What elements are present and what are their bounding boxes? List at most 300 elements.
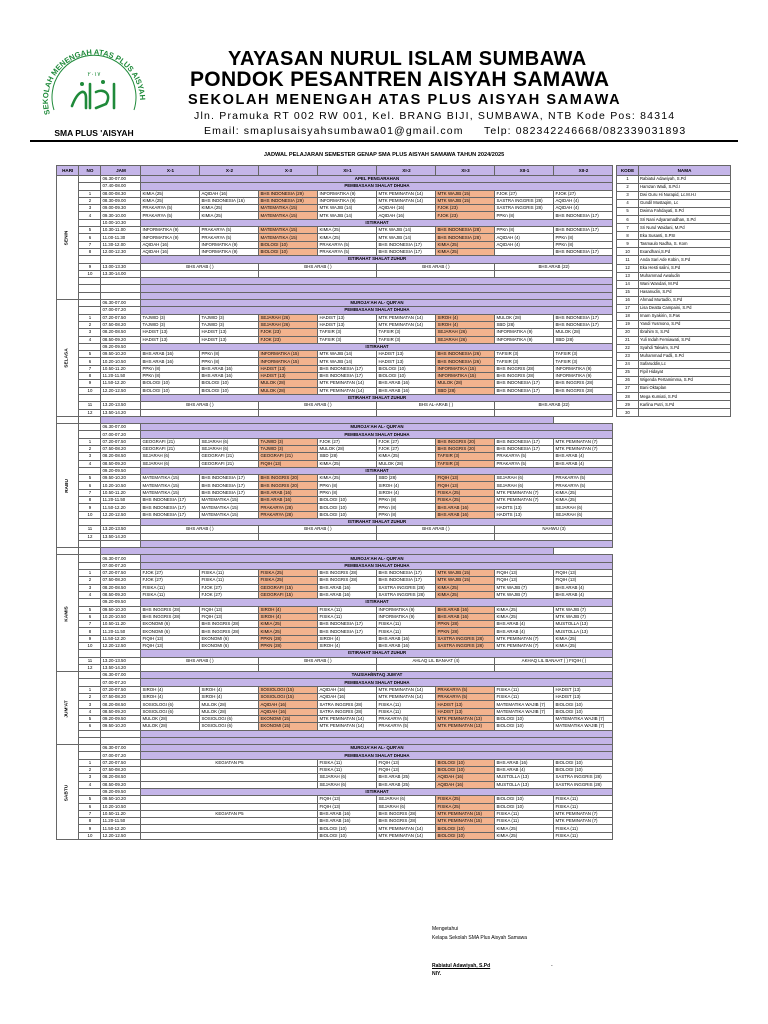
- lesson-cell: HADIST (13): [377, 351, 436, 358]
- table-row: [57, 650, 613, 657]
- lesson-cell: HADIST (13): [436, 708, 495, 715]
- lesson-cell: FJOK (23): [436, 205, 495, 212]
- lesson-cell: MTK PEMINATAN (14): [377, 190, 436, 197]
- lesson-cell: MTK PEMINATAN (13): [436, 715, 495, 722]
- merged-lesson-cell: BHS ARAB ( ): [259, 402, 377, 409]
- period-time: 08.50-09.20: [101, 460, 141, 467]
- teacher-name: Dwima Fahdayati, S.Pd: [639, 208, 731, 216]
- period-time: 10.30-11.00: [101, 227, 141, 234]
- lesson-cell: MATEMATIKA WAJIB (7): [495, 708, 554, 715]
- lesson-cell: BHS INGGRIS (20): [259, 475, 318, 482]
- lesson-cell: MATEMATIKA (15): [200, 511, 259, 518]
- merged-lesson-cell: BHS ARAB (22): [495, 402, 613, 409]
- period-time: 10.50-11.20: [101, 489, 141, 496]
- merged-lesson-cell: BHS ARAB (22): [495, 263, 613, 270]
- p5-activity-cell: [141, 832, 318, 839]
- lesson-cell: BHS INDONESIA (16): [200, 197, 259, 204]
- period-number: 6: [79, 358, 101, 365]
- table-row: [57, 518, 613, 525]
- lesson-cell: SBD (28): [554, 336, 613, 343]
- lesson-cell: MATEMATIKA WAJIB (7): [495, 701, 554, 708]
- period-time: 08.00-08.30: [101, 190, 141, 197]
- lesson-cell: FIQIH (13): [436, 482, 495, 489]
- teacher-row: [617, 401, 731, 409]
- lesson-cell: BHS INDONESIA (17): [377, 241, 436, 248]
- period-time: 06.30-07.00: [101, 745, 141, 752]
- teacher-row: [617, 344, 731, 352]
- teacher-code: 1: [617, 176, 639, 184]
- table-row: [57, 723, 613, 730]
- schedule-title: JADWAL PELAJARAN SEMESTER GENAP SMA PLUS AISYAH SAMAWA TAHUN 2024/2025: [263, 152, 505, 158]
- teacher-name: Yandi Yusmono, S.Pd: [639, 320, 731, 328]
- period-number: [79, 256, 101, 263]
- lesson-cell: BHS ARAB (16): [141, 358, 200, 365]
- schedule-band: [141, 540, 613, 547]
- lesson-cell: SIROH (4): [377, 482, 436, 489]
- period-number: [79, 467, 101, 474]
- lesson-cell: BIOLOGI (10): [318, 497, 377, 504]
- lesson-cell: BHS ARAB (16): [259, 489, 318, 496]
- lesson-cell: BIOLOGI (10): [554, 708, 613, 715]
- schedule-band: ISTIRAHAT SHALAT ZUHUR: [141, 650, 613, 657]
- period-number: 7: [79, 621, 101, 628]
- period-number: 3: [79, 584, 101, 591]
- period-time: 09.20-09.50: [101, 788, 141, 795]
- lesson-cell: BHS ARAB (25): [377, 774, 436, 781]
- teacher-row: [617, 328, 731, 336]
- schedule-band: MUROJA'AH AL- QUR'AN: [141, 745, 613, 752]
- lesson-cell: GEOGRAFI (21): [200, 453, 259, 460]
- period-number: 4: [79, 460, 101, 467]
- lesson-cell: PRAKARYA (5): [495, 453, 554, 460]
- lesson-cell: BIOLOGI (10): [141, 380, 200, 387]
- lesson-cell: MUSTOLLA (13): [495, 774, 554, 781]
- lesson-cell: TAFSIR (3): [495, 358, 554, 365]
- lesson-cell: GEOGRAFI (21): [141, 438, 200, 445]
- teacher-row: [617, 208, 731, 216]
- table-row: [57, 241, 613, 248]
- period-number: 9: [79, 504, 101, 511]
- teacher-row: [617, 200, 731, 208]
- lesson-cell: BHS INDONESIA (28): [436, 234, 495, 241]
- table-row: [57, 548, 613, 555]
- merged-lesson-cell: NAHWU (3): [495, 526, 613, 533]
- lesson-cell: SASTRA INGGRIS (28): [554, 781, 613, 788]
- column-header: JAM: [101, 166, 141, 176]
- school-logo: [34, 40, 154, 140]
- lesson-cell: TAJWID (3): [200, 321, 259, 328]
- lesson-cell: PRAKARYA (5): [318, 241, 377, 248]
- schedule-band: MUROJA'AH AL- QUR'AN: [141, 555, 613, 562]
- period-number: [79, 737, 101, 744]
- lesson-cell: FIQIH (13): [259, 460, 318, 467]
- table-row: [57, 234, 613, 241]
- period-time: 07.20-07.50: [101, 759, 141, 766]
- period-time: 09.20-09.50: [101, 599, 141, 606]
- lesson-cell: FISIKA (11): [554, 832, 613, 839]
- lesson-cell: MULOK (28): [318, 445, 377, 452]
- lesson-cell: AQIDAH (16): [436, 781, 495, 788]
- lesson-cell: KIMIA (25): [436, 248, 495, 255]
- lesson-cell: MTK WAJIB (15): [436, 197, 495, 204]
- table-row: [57, 752, 613, 759]
- period-number: [79, 518, 101, 525]
- lesson-cell: PRAKARYA (5): [495, 460, 554, 467]
- period-number: [79, 292, 101, 299]
- lesson-cell: BIOLOGI (10): [554, 701, 613, 708]
- lesson-cell: FISIKA (25): [436, 489, 495, 496]
- lesson-cell: BHS INGGRIS (28): [200, 628, 259, 635]
- teacher-code: 26: [617, 377, 639, 385]
- lesson-cell: MULOK (28): [141, 715, 200, 722]
- lesson-cell: PPKn (8): [318, 482, 377, 489]
- lesson-cell: FISIKA (11): [377, 701, 436, 708]
- lesson-cell: TAJWID (3): [259, 438, 318, 445]
- period-time: 09.50-10.20: [101, 796, 141, 803]
- lesson-cell: BIOLOGI (10): [318, 825, 377, 832]
- lesson-cell: MTK PEMINATAN (14): [318, 387, 377, 394]
- period-time: 10.20-10.50: [101, 613, 141, 620]
- lesson-cell: FJOK (27): [377, 438, 436, 445]
- lesson-cell: SEJARAH (6): [200, 445, 259, 452]
- lesson-cell: MULOK (28): [259, 387, 318, 394]
- lesson-cell: MATEMATIKA (15): [259, 205, 318, 212]
- table-row: [57, 394, 613, 401]
- period-number: 5: [79, 227, 101, 234]
- period-number: 12: [79, 664, 101, 671]
- lesson-cell: KIMIA (25): [554, 497, 613, 504]
- lesson-cell: KIMIA (25): [259, 621, 318, 628]
- table-row: [57, 248, 613, 255]
- lesson-cell: MATEMATIKA WAJIB (7): [554, 723, 613, 730]
- lesson-cell: FIQIH (13): [200, 613, 259, 620]
- lesson-cell: SASTRA INGGRIS (28): [495, 197, 554, 204]
- table-row: [57, 482, 613, 489]
- lesson-cell: AQIDAH (16): [259, 708, 318, 715]
- lesson-cell: HADIST (13): [554, 694, 613, 701]
- lesson-cell: AQIDAH (16): [200, 190, 259, 197]
- table-row: [57, 314, 613, 321]
- teacher-code: 7: [617, 224, 639, 232]
- lesson-cell: HADIST (13): [141, 329, 200, 336]
- table-row: [57, 686, 613, 693]
- period-time: 07.50-08.20: [101, 767, 141, 774]
- lesson-cell: INFORMATIKA (9): [141, 227, 200, 234]
- lesson-cell: INFORMATIKA (9): [377, 606, 436, 613]
- teacher-code: 23: [617, 353, 639, 361]
- period-number: [79, 540, 101, 547]
- lesson-cell: KIMIA (25): [495, 613, 554, 620]
- lesson-cell: BHS ARAB (16): [318, 810, 377, 817]
- period-time: [101, 285, 141, 292]
- period-time: 06.30-07.00: [101, 300, 141, 307]
- lesson-cell: BHS INGGRIS (28): [318, 577, 377, 584]
- lesson-cell: SEJARAH (26): [436, 329, 495, 336]
- lesson-cell: KIMIA (25): [554, 489, 613, 496]
- lesson-cell: BHS INDONESIA (17): [554, 321, 613, 328]
- table-row: [57, 730, 613, 737]
- lesson-cell: INFORMATIKA (9): [377, 613, 436, 620]
- period-number: 10: [79, 832, 101, 839]
- lesson-cell: MATEMATIKA (15): [200, 497, 259, 504]
- lesson-cell: KIMIA (25): [436, 241, 495, 248]
- table-row: [57, 767, 613, 774]
- teacher-code: 6: [617, 216, 639, 224]
- table-row: [57, 540, 613, 547]
- lesson-cell: MTK PEMINATAN (14): [318, 380, 377, 387]
- table-row: [57, 701, 613, 708]
- period-number: 11: [79, 657, 101, 664]
- period-time: 13.20-13.50: [101, 402, 141, 409]
- lesson-cell: AQIDAH (4): [495, 241, 554, 248]
- lesson-cell: FIQIH (13): [495, 577, 554, 584]
- schedule-band: ISTIRAHAT SHALAT ZUHUR: [141, 518, 613, 525]
- lesson-cell: PRAKARYA (5): [200, 234, 259, 241]
- period-time: 07.20-07.50: [101, 570, 141, 577]
- column-header: XI-2: [377, 166, 436, 176]
- lesson-cell: FISIKA (11): [141, 584, 200, 591]
- lesson-cell: FISIKA (11): [200, 570, 259, 577]
- lesson-cell: SEJARAH (6): [141, 453, 200, 460]
- lesson-cell: BHS INDONESIA (17): [495, 380, 554, 387]
- lesson-cell: BHS ARAB (4): [495, 767, 554, 774]
- schedule-band: ISTIRAHAT: [141, 219, 613, 226]
- lesson-cell: BIOLOGI (10): [200, 380, 259, 387]
- period-number: [79, 300, 101, 307]
- school-name: SEKOLAH MENENGAH ATAS PLUS AISYAH SAMAWA: [188, 92, 622, 108]
- period-number: 8: [79, 818, 101, 825]
- table-row: [57, 373, 613, 380]
- p5-activity-cell: [141, 774, 318, 781]
- table-row: [57, 190, 613, 197]
- teacher-code: 3: [617, 192, 639, 200]
- lesson-cell: PPKn (8): [141, 373, 200, 380]
- teacher-code: 15: [617, 288, 639, 296]
- lesson-cell: EKONOMI (6): [200, 635, 259, 642]
- period-number: 9: [79, 380, 101, 387]
- teacher-row: [617, 320, 731, 328]
- teacher-name: Gundil Mustaqim, Lc: [639, 200, 731, 208]
- lesson-cell: BHS INGGRIS (28): [141, 606, 200, 613]
- svg-text:SMA PLUS 'AISYAH: SMA PLUS 'AISYAH: [54, 128, 134, 138]
- period-time: 09.00-09.30: [101, 205, 141, 212]
- lesson-cell: MTK WAJIB (14): [377, 234, 436, 241]
- table-row: [57, 526, 613, 533]
- period-number: [57, 416, 79, 423]
- period-number: 5: [79, 796, 101, 803]
- column-header: HARI: [57, 166, 79, 176]
- period-number: [79, 183, 101, 190]
- lesson-cell: BHS INDONESIA (17): [554, 227, 613, 234]
- table-row: [57, 533, 613, 540]
- lesson-cell: INFORMATIKA (15): [436, 365, 495, 372]
- lesson-cell: SBD (28): [318, 453, 377, 460]
- table-row: [57, 810, 613, 817]
- period-time: 06.30-07.00: [101, 672, 141, 679]
- teacher-name: Sri Nurul Waidani, M.Pd: [639, 224, 731, 232]
- lesson-cell: INFORMATIKA (9): [318, 197, 377, 204]
- lesson-cell: SASTRA INGGRIS (28): [554, 774, 613, 781]
- teacher-code: 19: [617, 320, 639, 328]
- lesson-cell: BHS INDONESIA (17): [377, 577, 436, 584]
- period-time: 07.40-08.00: [101, 183, 141, 190]
- period-number: 2: [79, 445, 101, 452]
- lesson-cell: PPKn (8): [318, 489, 377, 496]
- period-time: 11.50-12.20: [101, 635, 141, 642]
- lesson-cell: SIROH (4): [259, 606, 318, 613]
- table-row: [57, 657, 613, 664]
- lesson-cell: PPKn (8): [200, 351, 259, 358]
- lesson-cell: FJOK (27): [318, 438, 377, 445]
- lesson-cell: FISIKA (11): [377, 621, 436, 628]
- lesson-cell: BIOLOGI (10): [318, 504, 377, 511]
- lesson-cell: AQIDAH (16): [318, 694, 377, 701]
- lesson-cell: AQIDAH (16): [141, 248, 200, 255]
- period-number: 6: [79, 803, 101, 810]
- table-row: [57, 467, 613, 474]
- period-time: 09.50-10.20: [101, 723, 141, 730]
- teacher-code: 29: [617, 401, 639, 409]
- schedule-band: [141, 285, 613, 292]
- lesson-cell: EKONOMI (6): [141, 628, 200, 635]
- period-time: 12.20-12.50: [101, 387, 141, 394]
- lesson-cell: FIQIH (13): [377, 767, 436, 774]
- lesson-cell: BHS INDONESIA (26): [436, 358, 495, 365]
- teacher-row: [617, 312, 731, 320]
- teacher-code: 22: [617, 344, 639, 352]
- period-time: 07.50-08.20: [101, 445, 141, 452]
- teacher-code: 20: [617, 328, 639, 336]
- schedule-band: [141, 278, 613, 285]
- lesson-cell: BHS INGGRIS (28): [141, 613, 200, 620]
- column-header: XI-3: [436, 166, 495, 176]
- teacher-row: [617, 216, 731, 224]
- lesson-cell: MUSTOLLA (13): [554, 621, 613, 628]
- schedule-band: TAUSIAH/INTAQ JUM'AT: [141, 672, 613, 679]
- lesson-cell: INFORMATIKA (15): [436, 373, 495, 380]
- teacher-row: [617, 240, 731, 248]
- signature-role: Kelapa Sekolah SMA Plus Aisyah Samawa: [432, 935, 528, 941]
- lesson-cell: BIOLOGI (10): [318, 511, 377, 518]
- lesson-cell: PRAKARYA (5): [436, 686, 495, 693]
- table-row: [57, 358, 613, 365]
- lesson-cell: MULOK (28): [377, 460, 436, 467]
- period-time: 06.30-07.00: [101, 555, 141, 562]
- lesson-cell: MTK PEMINATAN (7): [495, 635, 554, 642]
- schedule-band: ISTIRAHAT: [141, 788, 613, 795]
- teacher-row: [617, 224, 731, 232]
- period-time: [101, 650, 141, 657]
- teacher-name: [639, 409, 731, 417]
- period-time: [101, 394, 141, 401]
- table-row: [57, 292, 613, 299]
- teacher-row: [617, 184, 731, 192]
- lesson-cell: AQIDAH (4): [495, 234, 554, 241]
- period-time: 08.50-09.20: [101, 591, 141, 598]
- schedule-band: ISTIRAHAT: [141, 343, 613, 350]
- teacher-name: Muhammad Awaludin: [639, 272, 731, 280]
- lesson-cell: MATEMATIKA (15): [141, 482, 200, 489]
- merged-lesson-cell: [495, 664, 613, 671]
- lesson-cell: HADIST (13): [318, 321, 377, 328]
- lesson-cell: PRAKARYA (5): [436, 694, 495, 701]
- table-row: [57, 643, 613, 650]
- period-number: [79, 278, 101, 285]
- lesson-cell: BHS INGGRIS (28): [554, 387, 613, 394]
- p5-activity-cell: [141, 767, 318, 774]
- table-row: [57, 278, 613, 285]
- period-time: 13.20-13.50: [101, 657, 141, 664]
- lesson-cell: SBD (28): [495, 321, 554, 328]
- lesson-cell: BHS INGGRIS (28): [495, 365, 554, 372]
- table-row: [57, 803, 613, 810]
- lesson-cell: FISIKA (11): [141, 591, 200, 598]
- lesson-cell: PPKn (8): [495, 227, 554, 234]
- lesson-cell: MTK PEMINATAN (14): [318, 723, 377, 730]
- lesson-cell: BHS INGGRIS (28): [495, 373, 554, 380]
- table-row: [57, 796, 613, 803]
- period-number: 3: [79, 205, 101, 212]
- lesson-cell: FJOK (27): [141, 577, 200, 584]
- lesson-cell: PRAKARYA (28): [259, 504, 318, 511]
- table-row: [57, 781, 613, 788]
- teacher-row: [617, 353, 731, 361]
- table-row: [57, 205, 613, 212]
- table-row: [57, 774, 613, 781]
- teacher-row: [617, 393, 731, 401]
- period-number: 8: [79, 248, 101, 255]
- schedule-band: [141, 730, 613, 737]
- teacher-name: Eka Hesti salini, S.Pd: [639, 264, 731, 272]
- table-row: [57, 584, 613, 591]
- period-time: 11.20-11.50: [101, 373, 141, 380]
- period-number: 9: [79, 825, 101, 832]
- period-time: 09.50-10.20: [101, 606, 141, 613]
- period-time: [101, 737, 141, 744]
- lesson-cell: KIMIA (25): [259, 628, 318, 635]
- table-row: [57, 453, 613, 460]
- day-label: JUM'AT: [57, 672, 79, 745]
- teacher-row: [617, 304, 731, 312]
- lesson-cell: SEJARAH (6): [554, 511, 613, 518]
- lesson-cell: KIMIA (25): [495, 825, 554, 832]
- schedule-band: [101, 548, 554, 555]
- lesson-cell: BIOLOGI (10): [436, 759, 495, 766]
- teacher-code: 8: [617, 232, 639, 240]
- schedule-band: PEMBIASAAN SHALAT DHUHA: [141, 431, 613, 438]
- lesson-cell: MTK PEMINATAN (14): [377, 832, 436, 839]
- teacher-name: Ibrahim S, S.Pd: [639, 328, 731, 336]
- lesson-cell: FISIKA (11): [318, 767, 377, 774]
- lesson-cell: FJOK (27): [495, 190, 554, 197]
- teacher-name: Bani Oktaplan: [639, 385, 731, 393]
- period-number: 12: [79, 533, 101, 540]
- period-number: 1: [79, 759, 101, 766]
- lesson-cell: FIQIH (13): [318, 803, 377, 810]
- lesson-cell: PRAKARYA (5): [554, 482, 613, 489]
- lesson-cell: BHS INDONESIA (17): [200, 489, 259, 496]
- lesson-cell: PRAKARYA (5): [377, 715, 436, 722]
- lesson-cell: TAFSIR (3): [554, 358, 613, 365]
- lesson-cell: MTK PEMINATAN (15): [436, 810, 495, 817]
- lesson-cell: MATEMATIKA (15): [200, 504, 259, 511]
- period-time: 09.50-10.20: [101, 475, 141, 482]
- period-time: 13.50-14.20: [101, 664, 141, 671]
- column-header: XII-2: [554, 166, 613, 176]
- lesson-cell: PRAKARYA (5): [141, 212, 200, 219]
- lesson-cell: PPKn (8): [377, 504, 436, 511]
- teacher-row: [617, 272, 731, 280]
